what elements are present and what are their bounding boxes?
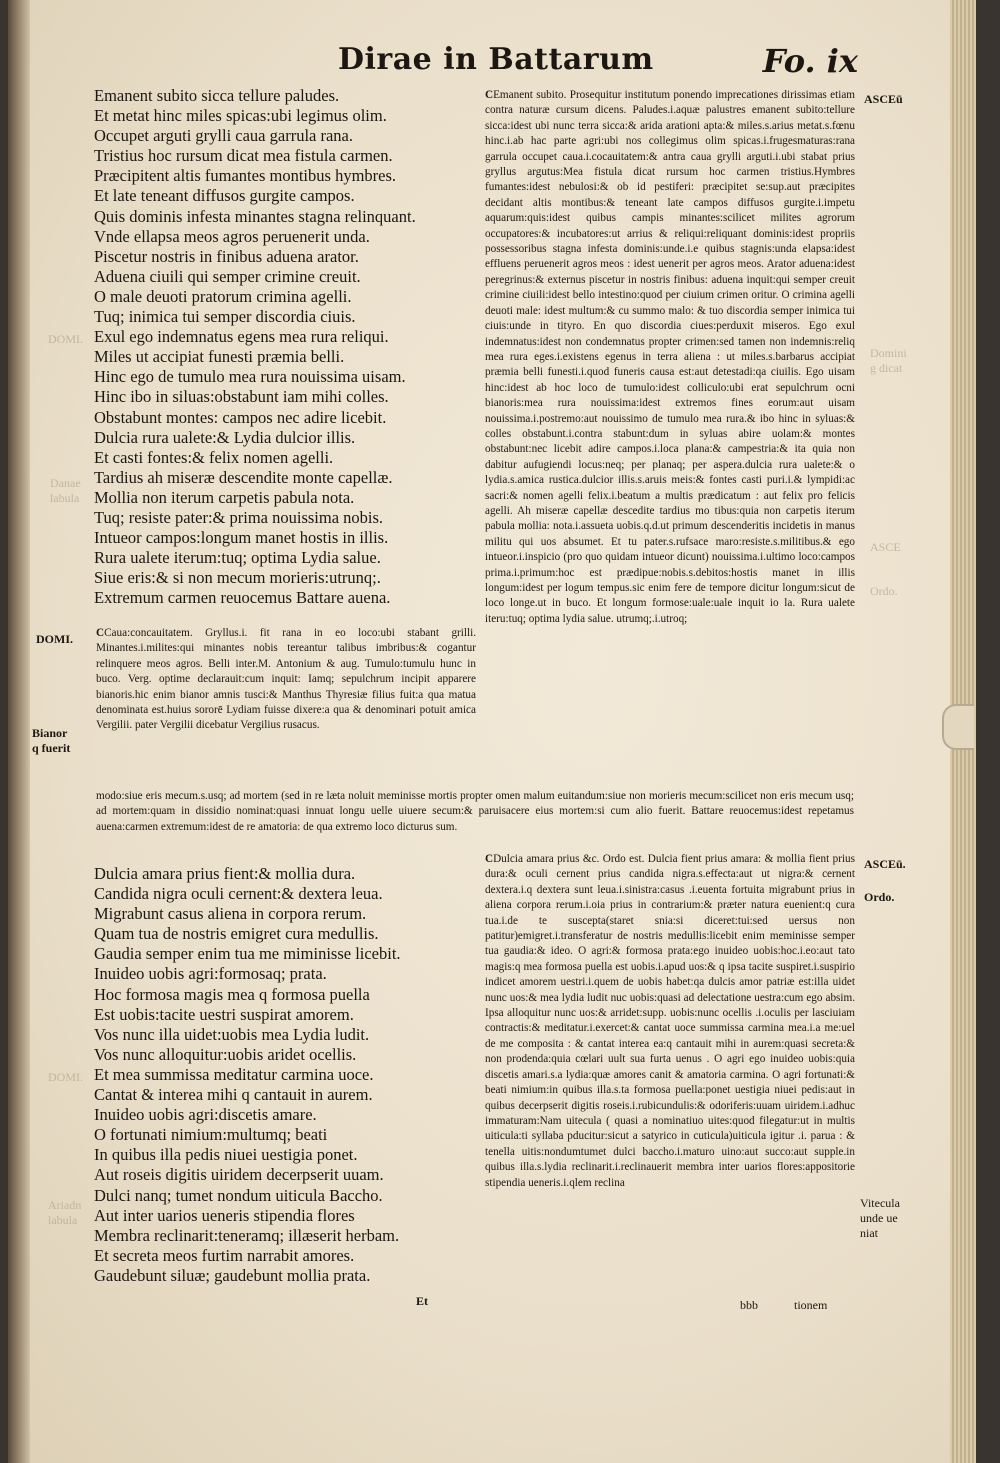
margin-note-ascensio: ASCEū. <box>864 857 906 871</box>
verse-line: Aut roseis digitis uiridem decerpserit uuam. <box>94 1165 384 1185</box>
ghost-note: labula <box>50 491 80 505</box>
catchword: Et <box>416 1294 428 1308</box>
verse-block-bottom <box>94 864 472 1286</box>
pilcrow-mark: C <box>96 627 105 639</box>
verse-line: Præcipitent altis fumantes montibus hymbres. <box>94 166 397 186</box>
verse-line: Quam tua de nostris emigret cura medullis. <box>94 924 379 944</box>
commentary-text: modo:siue eris mecum.s.usq; ad mortem (sed in re læta noluit meminisse mortis propter omen malum euitandum:siue non morieris mecum:scilicet non eris mecum usq; ad mortem:quam in dissidio nominat:quasi innuat longu uelle uiuere secum:& paruisacere eius mortem:si cum alio fuerit. Battare reuocemus:idest repetamus auena:carmen extremum:idest de re amatoria: de qua extremo loco dicturus sum. <box>96 790 854 833</box>
verse-line: Dulcia rura ualete:& Lydia dulcior illis. <box>94 427 356 447</box>
verse-line: Et metat hinc miles spicas:ubi legimus olim. <box>94 106 387 126</box>
ghost-note: Danae <box>50 476 81 490</box>
verse-line: Dulci nanq; tumet nondum uiticula Baccho. <box>94 1185 383 1205</box>
verse-line: Gaudebunt siluæ; gaudebunt mollia prata. <box>94 1265 371 1285</box>
verse-line: Vos nunc illa uidet:uobis mea Lydia ludit. <box>94 1024 370 1044</box>
margin-note-ordo: Ordo. <box>864 890 895 904</box>
verse-line: In quibus illa pedis niuei uestigia ponet. <box>94 1145 358 1165</box>
verse-block-top <box>94 86 472 608</box>
margin-note-vitecula: unde ue <box>860 1211 898 1225</box>
verse-line: Est uobis:tacite uestri suspirat amorem. <box>94 1004 354 1024</box>
verse-line: Piscetur nostris in finibus aduena arator. <box>94 246 359 266</box>
book-page <box>8 0 976 1463</box>
verse-line: Tardius ah miseræ descendite monte capellæ. <box>94 467 393 487</box>
verse-line: Et mea summissa meditatur carmina uoce. <box>94 1064 374 1084</box>
margin-note-domi: DOMI. <box>36 632 73 646</box>
verse-line: Siue eris:& si non mecum morieris:utrunq;. <box>94 568 381 588</box>
verse-line: Quis dominis infesta minantes stagna relinquant. <box>94 206 416 226</box>
verse-line: O fortunati nimium:multumq; beati <box>94 1125 328 1145</box>
running-title: Dirae in Battarum <box>338 42 654 77</box>
commentary-left <box>96 626 476 734</box>
commentary-text: Dulcia amara prius &c. Ordo est. Dulcia fient prius amara: & mollia fient prius dura:& oculi cernent prius candida nigra.s.effecta:aut ut nigra:& cernent dextera.i.q dextera sunt leua.i.sinistra:casus .i.euenta fortuita migrabunt prius in aliena corpora rerum.i.oia prius in contrarium:& præter natura euenient:q cura tua.i.de te suscepta(staret snia:si diceret:tui:sed uersus non patitur)emigret.i.transferatur de nostris medullis:licebit enim meminisse semper tua gaudia:& ideo. O agri:& formosa prata:ego inuideo uobis:hoc.i.eo:aut tato magis:q mea formosa puella est uobis.i.apud uos:& q ipsa tacite suspiret.i.suspirio indicet amorem uestri.i.quem de uobis habet:qa dulcis amor patriæ est:illa uidet nunc uos:& mea lydia ludit nuc uobis:quasi ad delectatione uestra:cum ego absim. Ipsa alloquitur nunc uos:& arridet:supp. uobis:nunc ocellis .i.oculis per lasciuiam contractis:& meditatur.i.exercet:& cantat uoce summissa carmina mea.i.a me:uel de me composita : & cantat interea ea:q cantauit mihi in aurem:quasi secreta:& non prodenda:quia cœlari uult sua furta uenus . O agri ego inuideo uobis:quia discetis amari.s.a lydia:quæ amores canit & amatoria carmina. O agri fortunati:& beati nimium:in quibus illa.s.ta formosa puella:ponet uestigia niuei pedis:aut in quibus decerpserit digitis roseis.i.rubicundulis:& odoriferis:uuam uiridem.i.adhuc immaturam:Nam uitecula ( quasi a nominatiuo uites:quod filegatur:ut in multis uiticula:ti syllaba pducitur:sicut a satyrico in cuticula)uiticula igitur .i. parua : & tenella uitis:nondumtumet dulci baccho.i.maturo uino:aut succo:aut supple.in quibus illa.s.lydia reclinarit.i.reclinauerit membra inter uarios flores:appositorie stipendia ueneris.i.qlem reclina <box>485 853 855 1189</box>
catchword-right: tionem <box>794 1298 828 1312</box>
verse-line: Tuq; inimica tui semper discordia ciuis. <box>94 307 356 327</box>
verse-line: Occupet arguti grylli caua garrula rana. <box>94 126 353 146</box>
margin-note-vitecula: niat <box>860 1226 878 1240</box>
margin-note-bianor: Bianor <box>32 726 68 740</box>
margin-note-bianor: q fuerit <box>32 741 71 755</box>
ghost-note: DOMI. <box>48 332 83 346</box>
verse-line: Membra reclinarit:teneramq; illæserit herbam. <box>94 1225 400 1245</box>
ghost-note: Ordo. <box>870 584 898 598</box>
clasp-mark <box>942 704 974 750</box>
verse-line: Et secreta meos furtim narrabit amores. <box>94 1245 355 1265</box>
verse-line: Dulcia amara prius fient:& mollia dura. <box>94 864 356 883</box>
verse-line: Aut inter uarios ueneris stipendia flores <box>94 1205 355 1225</box>
commentary-right-bottom <box>485 852 855 1191</box>
verse-line: Cantat & interea mihi q cantauit in aurem. <box>94 1085 373 1105</box>
verse-line: Et casti fontes:& felix nomen agelli. <box>94 447 334 467</box>
verse-line: Hoc formosa magis mea q formosa puella <box>94 984 370 1004</box>
verse-line: Mollia non iterum carpetis pabula nota. <box>94 487 355 507</box>
verse-line: Exul ego indemnatus egens mea rura reliqui. <box>94 327 389 347</box>
verse-line: Candida nigra oculi cernent:& dextera leua. <box>94 884 383 904</box>
pilcrow-mark: C <box>485 853 494 865</box>
commentary-text: Caua:concauitatem. Gryllus.i. fit rana in eo loco:ubi stabant grilli. Minantes.i.milites:qui minantes nobis tereantur talibus imbribus:& cogantur relinquere meos agros. Belli inter.M. Antonium & aug. Tumulo:tumulu hunc in buco. Verg. optime declarauit:cum inquit: Iamq; sepulchrum incipit apparere bianoris.hic enim bianor amnis tusci:& Manthus Thyresiæ filius fuit:a qua matua denominata est.huius sororē Lydiam fuisse dixere:a qua & denominari potuit amica Vergilii. pater Vergilii dicebatur Vergilius rusacus. <box>96 627 476 732</box>
verse-line: Hinc ego de tumulo mea rura nouissima uisam. <box>94 367 406 387</box>
verse-line: Inuideo uobis agri:formosaq; prata. <box>94 964 327 984</box>
verse-line: Extremum carmen reuocemus Battare auena. <box>94 588 391 608</box>
binding-gutter <box>8 0 30 1463</box>
verse-line: Obstabunt montes: campos nec adire licebit. <box>94 407 387 427</box>
verse-line: Inuideo uobis agri:discetis amare. <box>94 1105 317 1125</box>
ghost-note: ASCE <box>870 540 901 554</box>
folio-number: Fo. ix <box>762 42 858 80</box>
verse-line: Migrabunt casus aliena in corpora rerum. <box>94 904 367 924</box>
commentary-wide <box>96 789 854 835</box>
verse-line: Miles ut accipiat funesti præmia belli. <box>94 347 345 367</box>
ghost-note: g dicat <box>870 361 903 375</box>
verse-line: Vos nunc alloquitur:uobis aridet ocellis. <box>94 1044 357 1064</box>
ghost-note: Domini <box>870 346 907 360</box>
ghost-note: DOMI. <box>48 1070 83 1084</box>
ghost-note: Ariadn <box>48 1198 82 1212</box>
margin-note-ascensio: ASCEū <box>864 92 903 106</box>
verse-line: Aduena ciuili qui semper crimine creuit. <box>94 266 361 286</box>
verse-line: Gaudia semper enim tua me miminisse licebit. <box>94 944 401 964</box>
verse-line: Rura ualete iterum:tuq; optima Lydia salue. <box>94 548 381 568</box>
margin-note-vitecula: Vitecula <box>860 1196 900 1210</box>
verse-line: Tristius hoc rursum dicat mea fistula carmen. <box>94 146 393 166</box>
verse-line: O male deuoti pratorum crimina agelli. <box>94 286 352 306</box>
pilcrow-mark: C <box>485 89 494 101</box>
verse-line: Emanent subito sicca tellure paludes. <box>94 86 340 105</box>
verse-line: Et late teneant diffusos gurgite campos. <box>94 186 355 206</box>
commentary-text: Emanent subito. Prosequitur institutum ponendo imprecationes dirissimas etiam contra naturæ cursum dicens. Paludes.i.aquæ palustres emanent subito:tellure sicca:idest ubi nunc terra sicca:& arida arationi apta:& miles.s.arius metat.s.fœnu hinc.i.ab hac parte agri:ubi nos collegimus olim spicas.i.frugesmaturas:rana garrula occupet caua.i.cocauitatem:& antra caua grylli arguti.i.ubi stabat prius gryllus argutus:Mea fistula dicat rursum hoc carmen tristius.Hymbres fumantes:idest nebulosi:& ob id pestiferi: præcipitet se:sup.aut præcipites decidant altis montibus:& teneant late campos diffusos gurgite.i.impetu aquarum:quis:idest quibus campis minantes:scilicet milites agrorum occupatores:& incubatores:ut arrius & reliqui:reliquant dominis:idest propriis possessoribus stagna infesta dominis:unde.i.e quibus stagnis:unda elapsa:idest effluens peruenerit agros meos : idest uenerit per agros meos. Arator aduena:idest peregrinus:& externus piscetur in nostris finibus: aduena inquit:qui semper creuit crimine ciuili:idest bello intestino:quod per ciuium crimen oritur. O crimina agelli deuoti male: idest multum:& cu summo malo: & tuo discordia semper inimica tui ciuis:unde in tityro. En quo discordia ciues:perduxit miseros. Ego exul indemnatus:idest non condemnatus propter crimen:sed tamen non indemnis:reliq mea rura eges.i.existens egenus in terra aliena : ut miles.s.barbarus accipiat præmia belli funesti.i.quod funeris causa est:aut detestadi:qa ciuilis. Ego uisam hinc:idest ab hoc loco de tumulo:idest colliculo:ubi erat sepulchrum ocni bianoris:mea rura nouissima:idest extremos fines eorum:aut uisam nouissima.i.postremo:aut nouissimo de tumulo mea rura.& ibo hinc in syluas:& colles obstabunt.i.contra stabunt:dum in syluas abire uolam:& montes obstabunt:nec licebit adire campos.i.loca plana:& campestria:& ita quia non dabitur aufugiendi locus:neq; per planaq; per aspera.dulcia rura ualete:& o lydia.s.amica rustica.dulcior illis.s.aruis meis:& fontes casti puri.i.& lympidi:ac sacri:& nomen agelli felix.i.beatum a multis prædicatum : aut felix pro felicis agelli. Ah miseræ capellæ descedite tardius mo tibus:quia non carpetis iterum pabula mollia: nota.i.assueta uobis.q.d.ut primum descenderitis incidetis in manus militu qui uos absumet. Et tu pater.s.rufsace maro:resiste.s.militibus.& ego intueor.i.inspicio (pro quo quidam intueor dicunt) nouissima.i.ultimo loco:campos prima.i.primum:hoc est prædipue:nobis.s.debitos:hostis manet in illis longum:idest per logum tempus.sic enim fere de tempore dicitur longum:sicut de loco longe.ut in buco. Et longum formose:uale:uale inquit io la. Rura ualete iteru:tuq; optima lydia salue. utrumq;.i.utroq; <box>485 89 855 625</box>
signature-mark: bbb <box>740 1298 758 1312</box>
verse-line: Tuq; resiste pater:& prima nouissima nobis. <box>94 507 384 527</box>
verse-line: Hinc ibo in siluas:obstabunt iam mihi colles. <box>94 387 389 407</box>
running-header <box>338 42 858 86</box>
verse-line: Vnde ellapsa meos agros peruenerit unda. <box>94 226 370 246</box>
verse-line: Intueor campos:longum manet hostis in illis. <box>94 528 389 548</box>
ghost-note: labula <box>48 1213 78 1227</box>
commentary-right-top <box>485 88 855 627</box>
